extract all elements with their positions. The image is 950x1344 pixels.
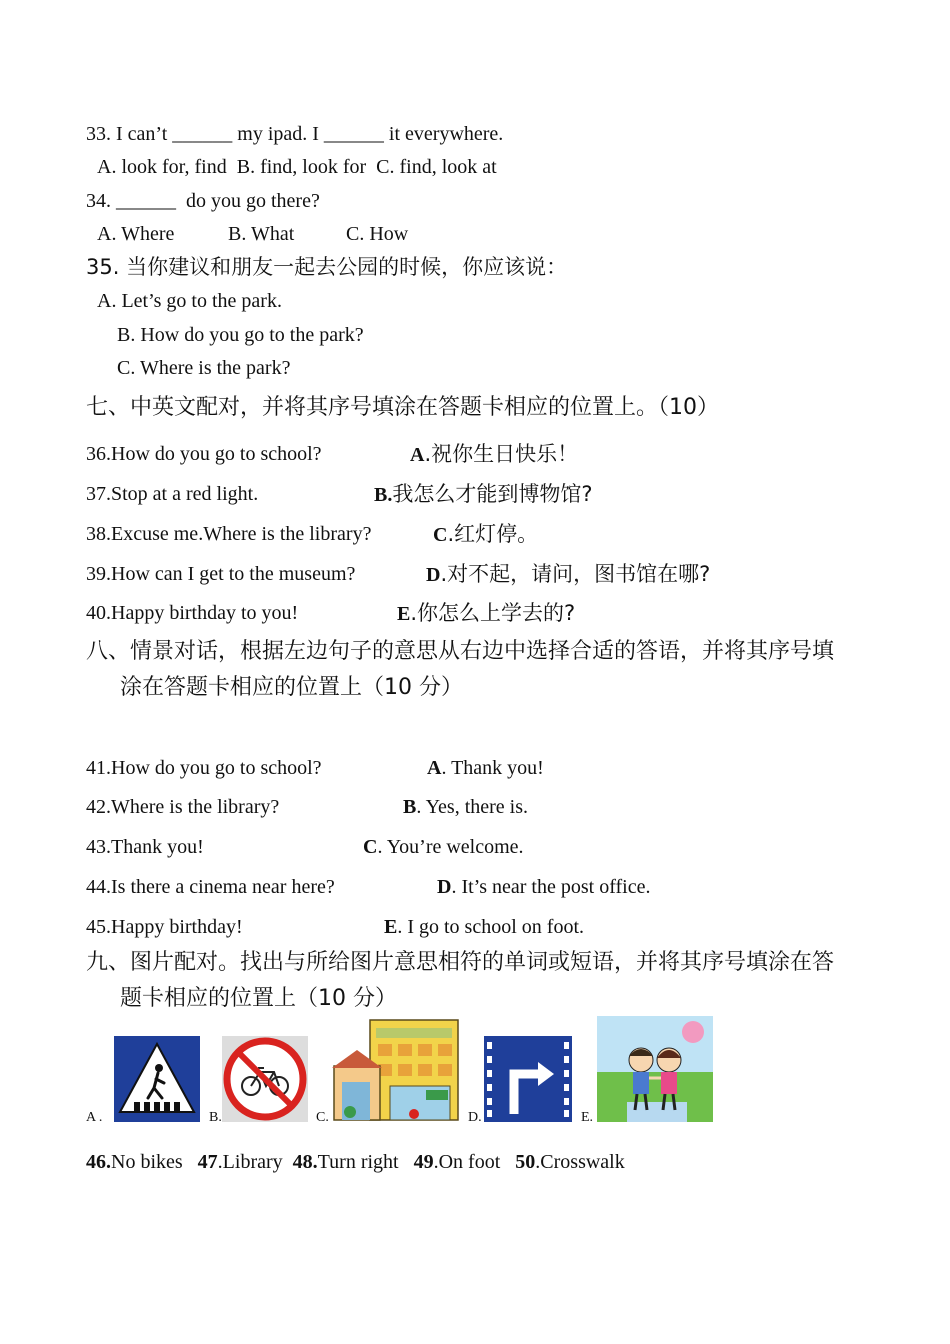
turn-right-sign-icon xyxy=(484,1036,572,1122)
word-number: 50 xyxy=(515,1151,536,1173)
picture-label: D. xyxy=(468,1110,482,1125)
section8-question: 42.Where is the library? xyxy=(86,796,280,818)
picture-label: C. xyxy=(316,1110,329,1125)
word-text: .Library xyxy=(217,1151,283,1173)
q33-text: 33. I can’t ______ my ipad. I ______ it everywhere. xyxy=(86,123,504,145)
picture-label: E. xyxy=(581,1110,594,1125)
picture-label: A . xyxy=(86,1110,103,1125)
library-building-icon xyxy=(330,1016,462,1122)
section7-answer: C.红灯停。 xyxy=(433,522,539,546)
no-bikes-sign-icon xyxy=(222,1036,308,1122)
section9-title: 九、图片配对。找出与所给图片意思相符的单词或短语，并将其序号填涂在答 xyxy=(86,950,835,975)
section8-question: 45.Happy birthday! xyxy=(86,916,243,938)
q33-options: A. look for, find B. find, look for C. find, look at xyxy=(97,156,497,178)
section8-answer: B. Yes, there is. xyxy=(403,796,529,818)
section7-question: 37.Stop at a red light. xyxy=(86,483,259,505)
section7-answer: E.你怎么上学去的? xyxy=(397,601,576,625)
section7-answer: B.我怎么才能到博物馆? xyxy=(374,482,593,506)
word-number: 48. xyxy=(292,1151,318,1173)
section9-word-list xyxy=(86,1150,625,1174)
word-text: .Crosswalk xyxy=(535,1151,625,1173)
children-walking-icon xyxy=(597,1016,713,1122)
q35-option-a: A. Let’s go to the park. xyxy=(97,290,282,312)
section7-question: 39.How can I get to the museum? xyxy=(86,563,356,585)
section8-answer: A. Thank you! xyxy=(427,757,544,779)
word-number: 47 xyxy=(197,1151,218,1173)
q34-text: 34. ______ do you go there? xyxy=(86,190,320,212)
section7-question: 38.Excuse me.Where is the library? xyxy=(86,523,372,545)
word-text: No bikes xyxy=(111,1151,183,1173)
q35-option-c: C. Where is the park? xyxy=(117,357,291,379)
section7-question: 40.Happy birthday to you! xyxy=(86,602,299,624)
section7-answer: A.祝你生日快乐！ xyxy=(410,442,579,466)
section8-title: 八、情景对话，根据左边句子的意思从右边中选择合适的答语，并将其序号填 xyxy=(86,639,835,664)
section8-question: 43.Thank you! xyxy=(86,836,204,858)
word-number: 49 xyxy=(413,1151,434,1173)
section8-answer: D. It’s near the post office. xyxy=(437,876,651,898)
word-text: Turn right xyxy=(317,1151,399,1173)
q35-text: 35. 当你建议和朋友一起去公园的时候，你应该说： xyxy=(86,255,568,279)
section7-answer: D.对不起，请问，图书馆在哪? xyxy=(426,562,711,586)
picture-label: B. xyxy=(209,1110,222,1125)
crosswalk-sign-icon xyxy=(114,1036,200,1122)
word-text: .On foot xyxy=(433,1151,501,1173)
q34-option-b: B. What xyxy=(228,223,295,245)
section8-question: 41.How do you go to school? xyxy=(86,757,322,779)
section8-answer: E. I go to school on foot. xyxy=(384,916,584,938)
q35-option-b: B. How do you go to the park? xyxy=(117,324,364,346)
section9-title-continued: 题卡相应的位置上（10 分） xyxy=(120,986,397,1011)
section7-question: 36.How do you go to school? xyxy=(86,443,322,465)
section8-question: 44.Is there a cinema near here? xyxy=(86,876,335,898)
section7-title: 七、中英文配对，并将其序号填涂在答题卡相应的位置上。（10） xyxy=(86,395,719,420)
section8-answer: C. You’re welcome. xyxy=(363,836,524,858)
q34-option-a: A. Where xyxy=(97,223,175,245)
section8-title-continued: 涂在答题卡相应的位置上（10 分） xyxy=(120,675,463,700)
word-number: 46. xyxy=(86,1151,111,1173)
q34-option-c: C. How xyxy=(346,223,409,245)
